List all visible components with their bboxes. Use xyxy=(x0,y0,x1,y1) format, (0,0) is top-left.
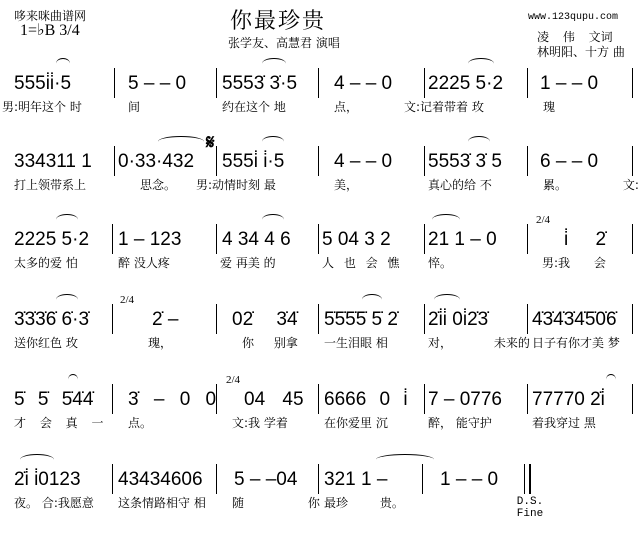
measure-lyrics: 文:我 学着 xyxy=(232,416,288,430)
slur xyxy=(606,374,616,385)
measure-lyrics: 人 也 会 憔 xyxy=(322,256,400,270)
measure-notes: 4 – – 0 xyxy=(334,73,393,94)
measure-lyrics: 累。 文: xyxy=(543,178,639,192)
measure-notes: 2̇i̇ i̇0123 xyxy=(14,469,81,490)
measure-notes: 334311 1 xyxy=(14,151,92,172)
barline xyxy=(424,68,425,98)
barline xyxy=(527,224,528,254)
measure-lyrics: 美， xyxy=(334,178,359,192)
time-signature: 2/4 xyxy=(226,374,241,386)
measure-notes: 5̇5̇5̇5̇ 5̇ 2̇ xyxy=(324,309,398,330)
barline xyxy=(632,68,633,98)
measure-lyrics: 太多的爱 怕 xyxy=(14,256,78,270)
measure-notes: i̇ 2̇ xyxy=(564,229,607,250)
measure-notes: 02̇ 3̇4̇ xyxy=(232,309,298,330)
ds-fine-marking xyxy=(510,496,550,520)
barline xyxy=(114,146,115,176)
site-url: www.123qupu.com xyxy=(528,12,619,23)
barline xyxy=(216,224,217,254)
slur xyxy=(56,58,70,69)
score-line-5 xyxy=(0,374,640,454)
measure-notes: 5̇ 5̇ 5̇4̇4̇ xyxy=(14,389,94,410)
barline xyxy=(114,68,115,98)
measure-notes: 43434606 xyxy=(118,469,203,490)
barline xyxy=(424,304,425,334)
measure-notes: 1 – 123 xyxy=(118,229,182,250)
measure-notes: 77770 2̇i̇ xyxy=(532,389,605,410)
measure-lyrics: 夜。 合:我愿意 xyxy=(14,496,94,510)
measure-lyrics: 随 你 xyxy=(232,496,320,510)
measure-notes: 21 1 – 0 xyxy=(428,229,497,250)
barline xyxy=(112,304,113,334)
barline xyxy=(112,224,113,254)
barline xyxy=(632,304,633,334)
measure-notes: 2̇i̇i̇ 0i̇2̇3̇ xyxy=(428,309,489,330)
measure-lyrics: 男:明年这个 时 xyxy=(2,100,82,114)
barline xyxy=(216,384,217,414)
barline xyxy=(318,146,319,176)
slur xyxy=(262,136,284,147)
barline xyxy=(112,464,113,494)
ds-label: D.S. xyxy=(516,496,544,508)
barline xyxy=(422,464,423,494)
slur xyxy=(68,374,78,385)
measure-notes: 1 – – 0 xyxy=(540,73,599,94)
slur xyxy=(158,136,204,147)
barline xyxy=(527,146,528,176)
slur xyxy=(262,58,286,69)
measure-lyrics: 点。 xyxy=(128,416,153,430)
measure-notes: 4̇3̇4̇3̇4̇5̇0̇6̇ xyxy=(532,309,617,330)
measure-lyrics: 醉， 能守护 xyxy=(428,416,492,430)
barline xyxy=(632,224,633,254)
measure-notes: 7 – 0776 xyxy=(428,389,502,410)
measure-notes: 6666 0 i̇ xyxy=(324,389,408,410)
final-barline xyxy=(524,464,531,494)
measure-notes: 2225 5·2 xyxy=(428,73,504,94)
barline xyxy=(318,384,319,414)
measure-notes: 0·33·432 xyxy=(118,151,195,172)
score-line-2 xyxy=(0,130,640,216)
time-signature: 2/4 xyxy=(120,294,135,306)
slur xyxy=(262,214,284,225)
barline xyxy=(424,384,425,414)
measure-lyrics: 约在这个 地 xyxy=(222,100,286,114)
barline xyxy=(216,68,217,98)
measure-lyrics: 对， 未来的 xyxy=(428,336,530,350)
lyricist: 凌 伟 文词 xyxy=(537,30,613,44)
measure-notes: 04 45 xyxy=(244,389,304,410)
measure-notes: 4 34 4 6 xyxy=(222,229,291,250)
measure-notes: 5 – – 0 xyxy=(128,73,187,94)
measure-lyrics: 醉 没人疼 xyxy=(118,256,170,270)
measure-lyrics: 送你红色 玫 xyxy=(14,336,78,350)
measure-lyrics: 在你爱里 沉 xyxy=(324,416,388,430)
measure-lyrics: 男:我 会 xyxy=(542,256,606,270)
barline xyxy=(527,68,528,98)
score-line-3 xyxy=(0,214,640,294)
slur xyxy=(56,294,78,305)
barline xyxy=(318,68,319,98)
measure-lyrics: 男:动情时刻 最 xyxy=(196,178,276,192)
time-signature: 2/4 xyxy=(536,214,551,226)
measure-notes: 5553̇ 3̇ 5 xyxy=(428,151,502,172)
measure-lyrics: 瑰 xyxy=(543,100,556,114)
barline xyxy=(318,304,319,334)
barline xyxy=(112,384,113,414)
measure-notes: 3̇ – 0 0 xyxy=(128,389,217,410)
singers: 张学友、高慧君 演唱 xyxy=(228,36,340,50)
measure-lyrics: 最珍 贵。 xyxy=(324,496,404,510)
measure-notes: 1 – – 0 xyxy=(440,469,499,490)
measure-lyrics: 真心的给 不 xyxy=(428,178,492,192)
score-line-1 xyxy=(0,58,640,138)
measure-notes: 4 – – 0 xyxy=(334,151,393,172)
measure-lyrics: 这条情路相守 相 xyxy=(118,496,206,510)
slur xyxy=(468,136,490,147)
slur xyxy=(432,214,460,225)
measure-notes: 3̇3̇3̇6̇ 6̇·3̇ xyxy=(14,309,90,330)
barline xyxy=(318,464,319,494)
barline xyxy=(527,304,528,334)
site-name: 哆来咪曲谱网 xyxy=(14,9,87,23)
measure-notes: 2225 5·2 xyxy=(14,229,90,250)
song-title: 你最珍贵 xyxy=(230,9,327,34)
composer: 林明阳、十方 曲 xyxy=(537,45,625,59)
score-line-4 xyxy=(0,294,640,374)
key-signature: 1=♭B 3/4 xyxy=(20,22,80,39)
measure-notes: 6 – – 0 xyxy=(540,151,599,172)
barline xyxy=(424,224,425,254)
measure-notes: 555i̇i̇·5 xyxy=(14,73,72,94)
measure-notes: 5 04 3 2 xyxy=(322,229,391,250)
slur xyxy=(434,294,460,305)
measure-lyrics: 悴。 xyxy=(428,256,453,270)
barline xyxy=(216,304,217,334)
slur xyxy=(376,454,434,465)
barline xyxy=(632,384,633,414)
barline xyxy=(424,146,425,176)
measure-lyrics: 间 xyxy=(128,100,141,114)
measure-notes: 555i̇ i̇·5 xyxy=(222,151,285,172)
measure-lyrics: 日子有你才美 梦 xyxy=(532,336,620,350)
measure-lyrics: 着我穿过 黑 xyxy=(532,416,596,430)
measure-lyrics: 思念。 xyxy=(140,178,177,192)
barline xyxy=(216,464,217,494)
measure-lyrics: 瑰， xyxy=(148,336,173,350)
measure-lyrics: 爱 再美 的 xyxy=(220,256,276,270)
barline xyxy=(632,146,633,176)
barline xyxy=(216,146,217,176)
slur xyxy=(362,294,382,305)
measure-notes: 321 1 – xyxy=(324,469,388,490)
measure-notes: 5 – –04 xyxy=(234,469,298,490)
measure-lyrics: 一生泪眼 相 xyxy=(324,336,388,350)
fine-label: Fine xyxy=(516,508,544,520)
barline xyxy=(318,224,319,254)
measure-lyrics: 点， xyxy=(334,100,359,114)
measure-lyrics: 打上领带系上 xyxy=(14,178,87,192)
measure-notes: 5553̇ 3̇·5 xyxy=(222,73,298,94)
measure-lyrics: 你 别拿 xyxy=(242,336,298,350)
slur xyxy=(56,214,78,225)
barline xyxy=(527,384,528,414)
measure-notes: 2̇ – xyxy=(152,309,179,330)
slur xyxy=(20,454,54,465)
segno-icon: 𝄋 xyxy=(206,130,215,154)
measure-lyrics: 才 会 真 一 xyxy=(14,416,104,430)
measure-lyrics: 文:记着带着 玫 xyxy=(404,100,484,114)
slur xyxy=(468,58,494,69)
score-line-6 xyxy=(0,454,640,534)
